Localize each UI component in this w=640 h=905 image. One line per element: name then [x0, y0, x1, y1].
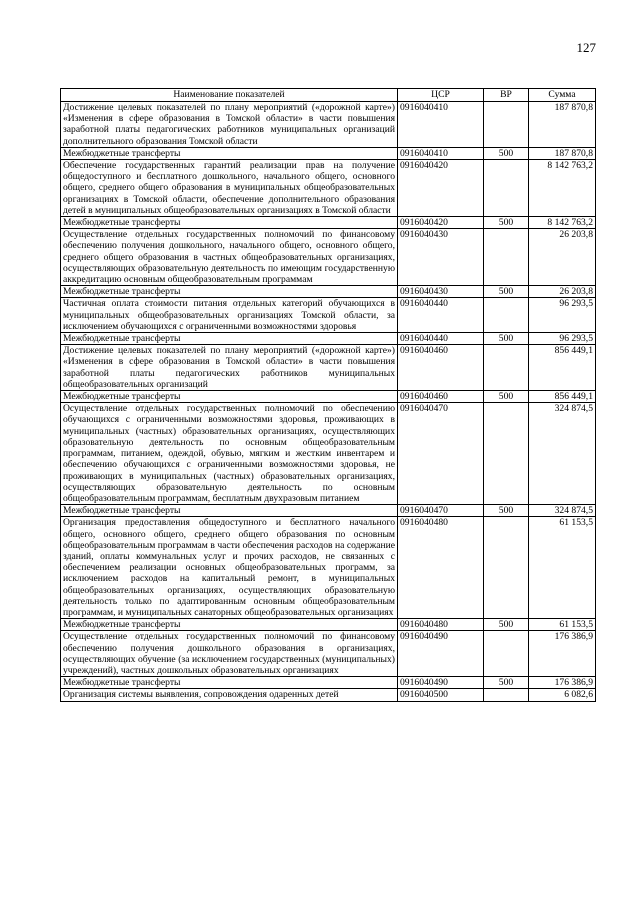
table-row	[61, 102, 596, 148]
row-name: Межбюджетные трансферты	[61, 677, 398, 689]
row-csr: 0916040480	[398, 517, 484, 619]
row-vr: 500	[484, 147, 529, 159]
row-sum: 61 153,5	[529, 517, 596, 619]
row-csr: 0916040470	[398, 505, 484, 517]
table-header-row	[61, 89, 596, 102]
row-name: Организация системы выявления, сопровождения одаренных детей	[61, 689, 398, 701]
row-vr: 500	[484, 286, 529, 298]
table-row	[61, 619, 596, 631]
row-vr	[484, 229, 529, 286]
table-row	[61, 689, 596, 701]
row-name: Достижение целевых показателей по плану мероприятий («дорожной карте») «Изменения в сфере образования в Томской области» в части повышения заработной платы педагогических работников муниципальных организаций дополнительного образования Томской области	[61, 102, 398, 148]
row-vr	[484, 689, 529, 701]
row-vr	[484, 517, 529, 619]
row-sum: 324 874,5	[529, 403, 596, 505]
row-name: Организация предоставления общедоступного и бесплатного начального общего, основного общего, среднего общего образования по основным общеобразовательным программам в части обеспечения расходов на содержание зданий, оплаты коммунальных услуг и прочих расходов, не связанных с обеспечением реализации основных общеобразовательных программ, за исключением расходов на капитальный ремонт, в муниципальных общеобразовательных организациях, осуществляющих образовательную деятельность только по адаптированным основным общеобразовательным программам, и муниципальных санаторных общеобразовательных организациях	[61, 517, 398, 619]
row-name: Осуществление отдельных государственных полномочий по финансовому обеспечению получения дошкольного, начального общего, основного общего, среднего общего образования в частных общеобразовательных организациях, осуществляющих образовательную деятельность по имеющим государственную аккредитацию основным общеобразовательным программам	[61, 229, 398, 286]
row-sum: 187 870,8	[529, 102, 596, 148]
row-name: Межбюджетные трансферты	[61, 505, 398, 517]
table-row	[61, 517, 596, 619]
row-name: Межбюджетные трансферты	[61, 391, 398, 403]
row-vr: 500	[484, 505, 529, 517]
row-vr	[484, 102, 529, 148]
table-row	[61, 229, 596, 286]
table-row	[61, 147, 596, 159]
row-name: Осуществление отдельных государственных полномочий по финансовому обеспечению получения дошкольного образования в организациях, осуществляющих обучение (за исключением государственных (муниципальных) учреждений), частных дошкольных образовательных организациях	[61, 631, 398, 677]
row-name: Межбюджетные трансферты	[61, 619, 398, 631]
row-name: Обеспечение государственных гарантий реализации прав на получение общедоступного и бесплатного дошкольного, начального общего, основного общего, среднего общего образования в муниципальных общеобразовательных организациях в Томской области, обеспечение дополнительного образования детей в муниципальных общеобразовательных организациях в Томской области	[61, 160, 398, 217]
row-name: Осуществление отдельных государственных полномочий по обеспечению обучающихся с ограниченными возможностями здоровья, проживающих в муниципальных (частных) образовательных организациях, осуществляющих образовательную деятельность по основным общеобразовательным программам, питанием, одеждой, обувью, мягким и жестким инвентарем и обеспечению обучающихся с ограниченными возможностями здоровья, не проживающих в муниципальных (частных) образовательных организациях, осуществляющих образовательную деятельность по основным общеобразовательным программам, бесплатным двухразовым питанием	[61, 403, 398, 505]
budget-table	[60, 88, 596, 702]
row-vr: 500	[484, 677, 529, 689]
table-row	[61, 345, 596, 391]
table-row	[61, 160, 596, 217]
row-sum: 96 293,5	[529, 298, 596, 333]
row-csr: 0916040490	[398, 677, 484, 689]
row-sum: 176 386,9	[529, 677, 596, 689]
row-sum: 26 203,8	[529, 286, 596, 298]
row-sum: 856 449,1	[529, 391, 596, 403]
header-name: Наименование показателей	[61, 89, 398, 102]
table-row	[61, 217, 596, 229]
header-csr: ЦСР	[398, 89, 484, 102]
row-csr: 0916040480	[398, 619, 484, 631]
table-row	[61, 391, 596, 403]
row-vr	[484, 298, 529, 333]
row-sum: 26 203,8	[529, 229, 596, 286]
row-csr: 0916040410	[398, 102, 484, 148]
row-csr: 0916040440	[398, 298, 484, 333]
row-sum: 324 874,5	[529, 505, 596, 517]
row-csr: 0916040460	[398, 391, 484, 403]
row-csr: 0916040460	[398, 345, 484, 391]
row-sum: 96 293,5	[529, 333, 596, 345]
table-row	[61, 505, 596, 517]
row-csr: 0916040410	[398, 147, 484, 159]
row-csr: 0916040430	[398, 286, 484, 298]
header-sum: Сумма	[529, 89, 596, 102]
table-row	[61, 333, 596, 345]
row-vr	[484, 631, 529, 677]
page-number: 127	[576, 40, 596, 55]
row-sum: 8 142 763,2	[529, 160, 596, 217]
row-vr: 500	[484, 391, 529, 403]
row-vr: 500	[484, 333, 529, 345]
row-sum: 176 386,9	[529, 631, 596, 677]
row-csr: 0916040490	[398, 631, 484, 677]
row-vr: 500	[484, 619, 529, 631]
row-name: Межбюджетные трансферты	[61, 217, 398, 229]
table-row	[61, 286, 596, 298]
row-name: Межбюджетные трансферты	[61, 286, 398, 298]
header-vr: ВР	[484, 89, 529, 102]
row-csr: 0916040420	[398, 217, 484, 229]
row-csr: 0916040500	[398, 689, 484, 701]
row-sum: 8 142 763,2	[529, 217, 596, 229]
row-csr: 0916040430	[398, 229, 484, 286]
row-csr: 0916040440	[398, 333, 484, 345]
row-csr: 0916040420	[398, 160, 484, 217]
row-sum: 6 082,6	[529, 689, 596, 701]
table-row	[61, 631, 596, 677]
table-row	[61, 677, 596, 689]
row-vr: 500	[484, 217, 529, 229]
row-name: Межбюджетные трансферты	[61, 147, 398, 159]
row-sum: 856 449,1	[529, 345, 596, 391]
row-vr	[484, 160, 529, 217]
row-csr: 0916040470	[398, 403, 484, 505]
row-sum: 187 870,8	[529, 147, 596, 159]
row-vr	[484, 345, 529, 391]
row-vr	[484, 403, 529, 505]
table-row	[61, 403, 596, 505]
row-name: Частичная оплата стоимости питания отдельных категорий обучающихся в муниципальных общеобразовательных организациях Томской области, за исключением обучающихся с ограниченными возможностями здоровья	[61, 298, 398, 333]
row-name: Достижение целевых показателей по плану мероприятий («дорожной карте») «Изменения в сфере образования в Томской области» в части повышения заработной платы педагогических работников муниципальных общеобразовательных организаций	[61, 345, 398, 391]
row-name: Межбюджетные трансферты	[61, 333, 398, 345]
row-sum: 61 153,5	[529, 619, 596, 631]
table-row	[61, 298, 596, 333]
